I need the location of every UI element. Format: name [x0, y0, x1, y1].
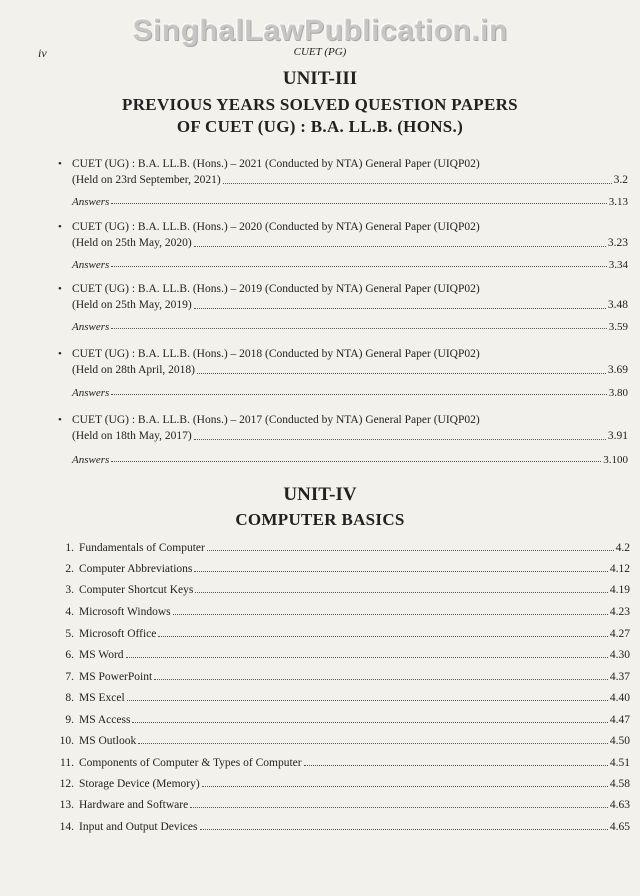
topic-page: 4.37 — [609, 671, 630, 683]
paper-date: (Held on 28th April, 2018) — [72, 364, 195, 376]
topic-title: MS PowerPoint — [79, 671, 153, 683]
topic-title: Components of Computer & Types of Computer — [79, 757, 302, 769]
topic-page: 4.40 — [609, 692, 630, 704]
topic-title: MS Excel — [79, 692, 125, 704]
topic-entry[interactable] — [50, 648, 630, 662]
bullet-icon: • — [58, 158, 62, 170]
topic-entry[interactable] — [50, 562, 630, 576]
paper-title: CUET (UG) : B.A. LL.B. (Hons.) – 2019 (Conducted by NTA) General Paper (UIQP02) — [72, 283, 480, 295]
paper-page: 3.2 — [613, 174, 628, 186]
unit3-title: UNIT-III — [282, 68, 358, 89]
paper-entry[interactable] — [58, 156, 628, 188]
topic-number: 2. — [65, 563, 74, 575]
topic-entry[interactable] — [50, 756, 630, 770]
bullet-icon: • — [58, 348, 62, 360]
topic-entry[interactable] — [50, 627, 630, 641]
topic-entry[interactable] — [50, 670, 630, 684]
topic-number: 12. — [59, 778, 74, 790]
paper-title: CUET (UG) : B.A. LL.B. (Hons.) – 2018 (Conducted by NTA) General Paper (UIQP02) — [72, 348, 480, 360]
answers-label: Answers — [72, 196, 110, 208]
topic-page: 4.23 — [609, 606, 630, 618]
paper-entry[interactable] — [58, 412, 628, 444]
topic-title: MS Outlook — [79, 735, 137, 747]
topic-title: MS Access — [79, 714, 131, 726]
watermark: SinghalLawPublication.in — [132, 14, 508, 47]
topic-number: 9. — [65, 714, 74, 726]
answers-label: Answers — [72, 387, 110, 399]
running-head: CUET (PG) — [293, 46, 347, 58]
topic-entry[interactable] — [50, 777, 630, 791]
answers-entry[interactable] — [72, 196, 628, 208]
topic-title: Microsoft Windows — [79, 606, 171, 618]
topic-entry[interactable] — [50, 605, 630, 619]
topic-entry[interactable] — [50, 734, 630, 748]
topic-number: 7. — [65, 671, 74, 683]
topic-page: 4.30 — [609, 649, 630, 661]
answers-page: 3.13 — [608, 196, 628, 208]
topic-page: 4.63 — [609, 799, 630, 811]
topic-page: 4.47 — [609, 714, 630, 726]
topic-page: 4.65 — [609, 821, 630, 833]
paper-date: (Held on 23rd September, 2021) — [72, 174, 221, 186]
topic-page: 4.19 — [609, 584, 630, 596]
paper-page: 3.69 — [607, 364, 628, 376]
topic-entry[interactable] — [50, 541, 630, 555]
topic-entry[interactable] — [50, 798, 630, 812]
answers-entry[interactable] — [72, 259, 628, 271]
topic-number: 6. — [65, 649, 74, 661]
paper-entry[interactable] — [58, 281, 628, 313]
answers-label: Answers — [72, 454, 110, 466]
unit4-heading: COMPUTER BASICS — [235, 510, 405, 529]
topic-number: 11. — [60, 757, 74, 769]
paper-entry[interactable] — [58, 346, 628, 378]
bullet-icon: • — [58, 221, 62, 233]
paper-title: CUET (UG) : B.A. LL.B. (Hons.) – 2017 (Conducted by NTA) General Paper (UIQP02) — [72, 414, 480, 426]
answers-entry[interactable] — [72, 321, 628, 333]
topic-entry[interactable] — [50, 713, 630, 727]
paper-title: CUET (UG) : B.A. LL.B. (Hons.) – 2021 (Conducted by NTA) General Paper (UIQP02) — [72, 158, 480, 170]
paper-page: 3.91 — [607, 430, 628, 442]
topic-number: 13. — [59, 799, 74, 811]
topic-entry[interactable] — [50, 820, 630, 834]
topic-page: 4.2 — [615, 542, 630, 554]
answers-page: 3.34 — [608, 259, 628, 271]
topic-title: Input and Output Devices — [79, 821, 198, 833]
answers-label: Answers — [72, 321, 110, 333]
topic-page: 4.51 — [609, 757, 630, 769]
topic-title: Fundamentals of Computer — [79, 542, 205, 554]
topic-title: Computer Shortcut Keys — [79, 584, 194, 596]
unit3-heading-line1: PREVIOUS YEARS SOLVED QUESTION PAPERS — [122, 95, 518, 114]
topic-number: 1. — [65, 542, 74, 554]
answers-page: 3.80 — [608, 387, 628, 399]
topic-number: 8. — [65, 692, 74, 704]
answers-page: 3.59 — [608, 321, 628, 333]
bullet-icon: • — [58, 283, 62, 295]
unit4-title: UNIT-IV — [283, 484, 357, 505]
topic-page: 4.50 — [609, 735, 630, 747]
topic-page: 4.12 — [609, 563, 630, 575]
topic-number: 3. — [65, 584, 74, 596]
topic-page: 4.27 — [609, 628, 630, 640]
answers-label: Answers — [72, 259, 110, 271]
page-number: iv — [38, 46, 47, 60]
topic-title: Hardware and Software — [79, 799, 189, 811]
paper-title: CUET (UG) : B.A. LL.B. (Hons.) – 2020 (Conducted by NTA) General Paper (UIQP02) — [72, 221, 480, 233]
topic-title: Storage Device (Memory) — [79, 778, 200, 790]
answers-entry[interactable] — [72, 454, 628, 466]
topic-number: 10. — [59, 735, 74, 747]
bullet-icon: • — [58, 414, 62, 426]
topic-entry[interactable] — [50, 583, 630, 597]
answers-entry[interactable] — [72, 387, 628, 399]
topic-number: 14. — [59, 821, 74, 833]
paper-page: 3.48 — [607, 299, 628, 311]
topic-number: 4. — [65, 606, 74, 618]
paper-page: 3.23 — [607, 237, 628, 249]
topic-title: Computer Abbreviations — [79, 563, 193, 575]
topic-title: Microsoft Office — [79, 628, 157, 640]
paper-date: (Held on 18th May, 2017) — [72, 430, 192, 442]
topic-title: MS Word — [79, 649, 124, 661]
unit3-heading-line2: OF CUET (UG) : B.A. LL.B. (HONS.) — [176, 117, 464, 136]
answers-page: 3.100 — [603, 454, 628, 466]
paper-entry[interactable] — [58, 219, 628, 251]
topic-number: 5. — [65, 628, 74, 640]
topic-page: 4.58 — [609, 778, 630, 790]
paper-date: (Held on 25th May, 2019) — [72, 299, 192, 311]
paper-date: (Held on 25th May, 2020) — [72, 237, 192, 249]
topic-entry[interactable] — [50, 691, 630, 705]
